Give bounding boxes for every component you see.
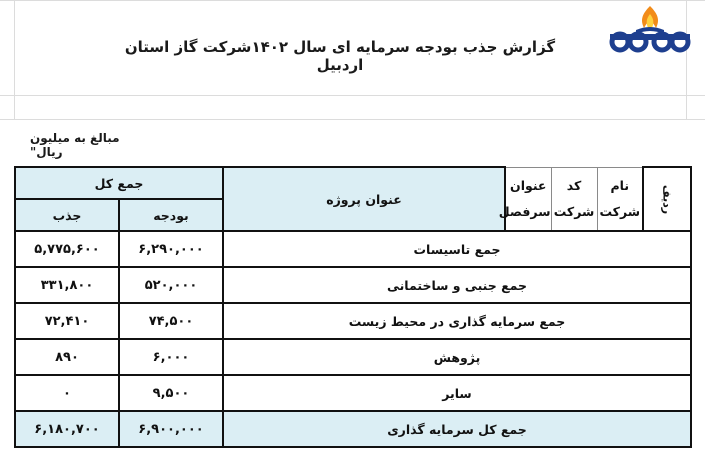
row-label: جمع سرمایه گذاری در محیط زیست <box>223 303 691 339</box>
gas-company-logo <box>606 4 694 56</box>
total-row-label: جمع کل سرمایه گذاری <box>223 411 691 447</box>
row-number-header <box>643 167 691 231</box>
budget-table <box>14 166 690 468</box>
table-row <box>15 231 691 267</box>
row-label: جمع تاسیسات <box>223 231 691 267</box>
company-name-header: نام شرکت <box>597 167 643 231</box>
grand-total-header: جمع کل <box>15 167 223 199</box>
table-row <box>15 267 691 303</box>
row-label: پژوهش <box>223 339 691 375</box>
grid-line <box>14 0 15 120</box>
project-title-header: عنوان پروژه <box>223 167 505 231</box>
row-label: سایر <box>223 375 691 411</box>
budget-cell: ۶,۲۹۰,۰۰۰ <box>119 231 223 267</box>
absorption-header: جذب <box>15 199 119 231</box>
grid-line <box>0 95 705 96</box>
report-title: گزارش جذب بودجه سرمایه ای سال ۱۴۰۲شرکت گاز استان اردبیل <box>124 38 556 74</box>
absorption-cell: ۷۲,۴۱۰ <box>15 303 119 339</box>
budget-cell: ۵۲۰,۰۰۰ <box>119 267 223 303</box>
budget-cell: ۶,۰۰۰ <box>119 339 223 375</box>
company-code-header: کد شرکت <box>551 167 597 231</box>
budget-cell: ۷۴,۵۰۰ <box>119 303 223 339</box>
total-row <box>15 411 691 447</box>
budget-header: بودجه <box>119 199 223 231</box>
budget-cell: ۹,۵۰۰ <box>119 375 223 411</box>
total-budget-cell: ۶,۹۰۰,۰۰۰ <box>119 411 223 447</box>
unit-note: مبالغ به میلیون ریال" <box>30 131 120 159</box>
row-label: جمع جنبی و ساختمانی <box>223 267 691 303</box>
table-row <box>15 375 691 411</box>
account-title-header: عنوان سرفصل <box>505 167 551 231</box>
grid-line <box>0 0 705 1</box>
row-number-label: ردیف <box>660 184 674 214</box>
absorption-cell: ۰ <box>15 375 119 411</box>
absorption-cell: ۵,۷۷۵,۶۰۰ <box>15 231 119 267</box>
total-absorption-cell: ۶,۱۸۰,۷۰۰ <box>15 411 119 447</box>
grid-line <box>0 119 705 120</box>
table-row <box>15 339 691 375</box>
table-row <box>15 303 691 339</box>
absorption-cell: ۸۹۰ <box>15 339 119 375</box>
absorption-cell: ۳۳۱,۸۰۰ <box>15 267 119 303</box>
